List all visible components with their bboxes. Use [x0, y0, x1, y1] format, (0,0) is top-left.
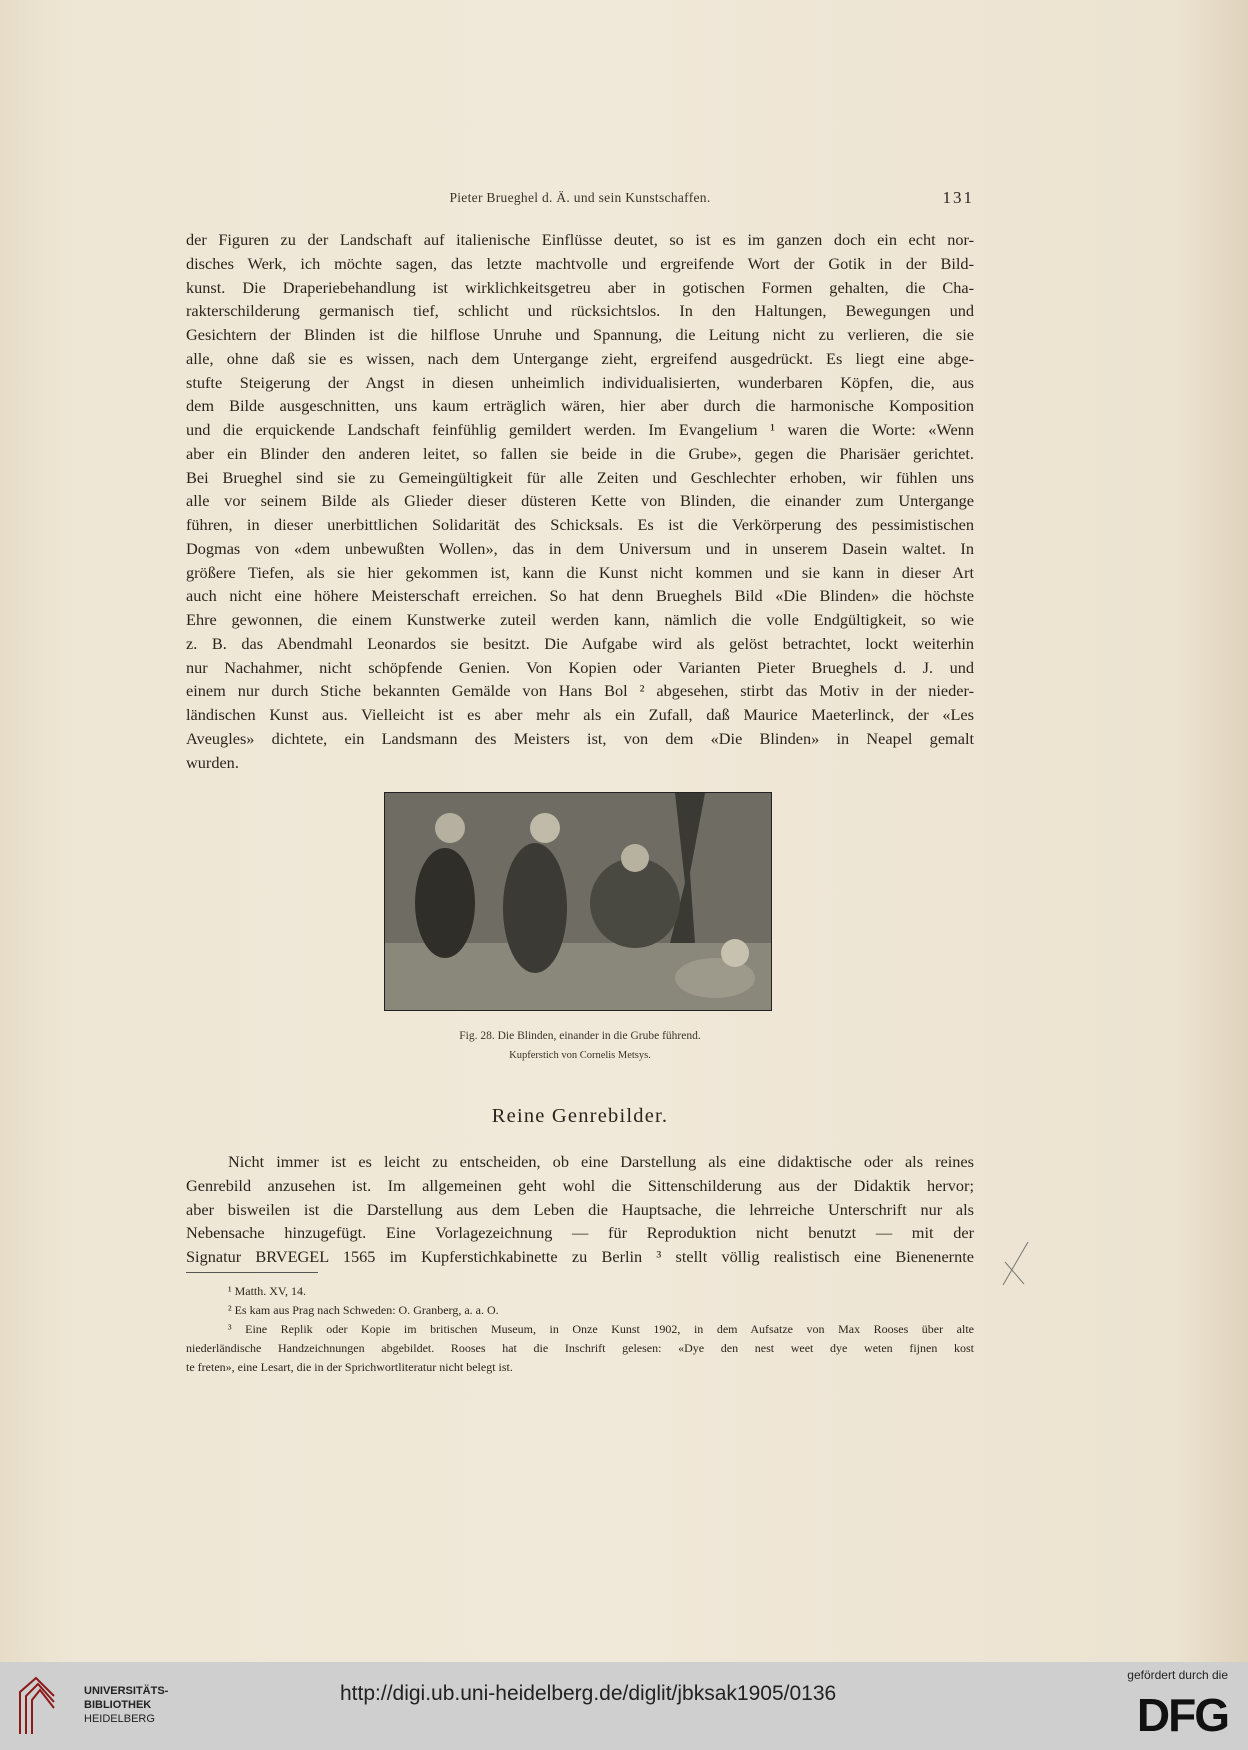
footnotes — [186, 1282, 974, 1377]
text-line: rakterschilderung germanisch tief, schlicht und rücksichtslos. In den Haltungen, Bewegungen und — [186, 301, 974, 321]
text-line: alle, ohne daß sie es wissen, nach dem Untergange zieht, ergreifend ausgedrückt. Es liegt eine abge- — [186, 348, 974, 368]
ub-logo-icon — [14, 1672, 64, 1738]
body-paragraph-2 — [186, 1150, 974, 1269]
figure-caption: Fig. 28. Die Blinden, einander in die Grube führend. — [459, 1030, 701, 1042]
text-line: Signatur BRVEGEL 1565 im Kupferstichkabinette zu Berlin ³ stellt völlig realistisch eine Bienenernte — [186, 1247, 974, 1266]
text-line: Nicht immer ist es leicht zu entscheiden, ob eine Darstellung als eine didaktische oder als reines — [228, 1152, 974, 1171]
text-line: einem nur durch Stiche bekannten Gemälde von Hans Bol ² abgesehen, stirbt das Motiv in der nieder- — [186, 681, 974, 701]
footnote-line: ³ Eine Replik oder Kopie im britischen Museum, in Onze Kunst 1902, in dem Aufsatze von Max Rooses über alte — [228, 1322, 974, 1336]
ub-heidelberg-logo[interactable] — [14, 1672, 184, 1738]
text-line: aber bisweilen ist die Darstellung aus dem Leben die Hauptsache, die lehrreiche Unterschrift nur als — [186, 1199, 974, 1219]
logo-line-1: UNIVERSITÄTS- — [84, 1685, 169, 1697]
text-line: disches Werk, ich möchte sagen, das letzte machtvolle und ergreifende Wort der Gotik in der Bild- — [186, 253, 974, 273]
engraving-figure — [384, 792, 772, 1011]
text-line: Nebensache hinzugefügt. Eine Vorlagezeichnung — für Reproduktion nicht benutzt — mit der — [186, 1223, 974, 1243]
permalink-url[interactable]: http://digi.ub.uni-heidelberg.de/diglit/jbksak1905/0136 — [340, 1682, 837, 1705]
text-line: stufte Steigerung der Angst in diesen unheimlich individualisierten, wunderbaren Köpfen, die, aus — [186, 372, 974, 392]
page-number: 131 — [942, 188, 974, 207]
footnote-line: ¹ Matth. XV, 14. — [228, 1284, 307, 1298]
text-line: nur Nachahmer, nicht schöpfende Genien. Von Kopien oder Varianten Pieter Brueghels d. J. und — [186, 657, 974, 677]
text-line: auch nicht eine höhere Meisterschaft erreichen. So hat denn Brueghels Bild «Die Blinden» die höchste — [186, 586, 974, 606]
footnote-line: ² Es kam aus Prag nach Schweden: O. Granberg, a. a. O. — [228, 1303, 499, 1317]
section-heading: Reine Genrebilder. — [491, 1105, 669, 1127]
text-line: Gesichtern der Blinden ist die hilflose Unruhe und Spannung, die Leitung nicht zu verlieren, die sie — [186, 325, 974, 344]
logo-line-2: BIBLIOTHEK — [84, 1699, 152, 1711]
text-line: wurden. — [186, 752, 239, 772]
text-line: größere Tiefen, als sie hier gekommen ist, kann die Kunst nicht kommen und sie kann in dieser Art — [186, 562, 974, 582]
running-header — [186, 190, 974, 212]
body-paragraph-1 — [186, 228, 974, 774]
figure-credit: Kupferstich von Cornelis Metsys. — [509, 1050, 651, 1061]
text-line: ländischen Kunst aus. Vielleicht ist es aber mehr als ein Zufall, daß Maurice Maeterlinck, der «Les — [186, 705, 974, 724]
text-line: aber ein Blinder den anderen leitet, so fallen sie beide in die Grube», gegen die Pharisäer gerichtet. — [186, 443, 974, 463]
text-line: und die erquickende Landschaft feinfühlig gemildert werden. Im Evangelium ¹ waren die Worte: «Wenn — [186, 420, 974, 439]
library-footer — [0, 1662, 1248, 1750]
funding-label: gefördert durch die — [1127, 1668, 1228, 1682]
logo-line-3: HEIDELBERG — [84, 1713, 155, 1725]
dfg-logo[interactable]: DFG — [1136, 1689, 1228, 1741]
footnote-divider — [186, 1272, 318, 1273]
text-line: dem Bilde ausgeschnitten, uns kaum erträglich wären, hier aber durch die harmonische Komposition — [186, 396, 974, 416]
text-line: kunst. Die Draperiebehandlung ist wirklichkeitsgetreu aber in gotischen Formen gehalten, die Cha- — [186, 277, 974, 297]
text-line: alle vor seinem Bilde als Glieder dieser düsteren Kette von Blinden, die einander zum Untergange — [186, 491, 974, 511]
blind-men-engraving-image — [385, 793, 771, 1010]
text-line: Aveugles» dichtete, ein Landsmann des Meisters ist, von dem «Die Blinden» in Neapel gemalt — [186, 728, 974, 748]
text-line: z. B. das Abendmahl Leonardos sie besitzt. Die Aufgabe wird als gelöst betrachtet, lockt weiterhin — [186, 633, 974, 653]
text-line: Ehre gewonnen, die einem Kunstwerke zuteil werden kann, nämlich die volle Endgültigkeit, so wie — [186, 610, 974, 629]
footnote-line: te freten», eine Lesart, die in der Sprichwortliteratur nicht belegt ist. — [186, 1360, 513, 1374]
running-title: Pieter Brueghel d. Ä. und sein Kunstschaffen. — [449, 190, 711, 205]
text-line: Bei Brueghel sind sie zu Gemeingültigkeit für alle Zeiten und Geschlechter erhoben, wir fühlen uns — [186, 467, 974, 487]
pencil-x-mark — [1000, 1240, 1030, 1288]
text-line: führen, in dieser unerbittlichen Solidarität des Schicksals. Es ist die Verkörperung des pessimistischen — [186, 515, 974, 534]
footnote-line: niederländische Handzeichnungen abgebildet. Rooses hat die Inschrift gelesen: «Dye den nest weet dye weten fijnen kost — [186, 1341, 974, 1355]
text-line: Dogmas von «dem unbewußten Wollen», das in dem Universum und in unserem Dasein waltet. In — [186, 538, 974, 558]
text-line: Genrebild anzusehen ist. Im allgemeinen geht wohl die Sittenschilderung aus der Didaktik hervor; — [186, 1175, 974, 1195]
text-line: der Figuren zu der Landschaft auf italienische Einflüsse deutet, so ist es im ganzen doch ein echt nor- — [186, 230, 974, 249]
